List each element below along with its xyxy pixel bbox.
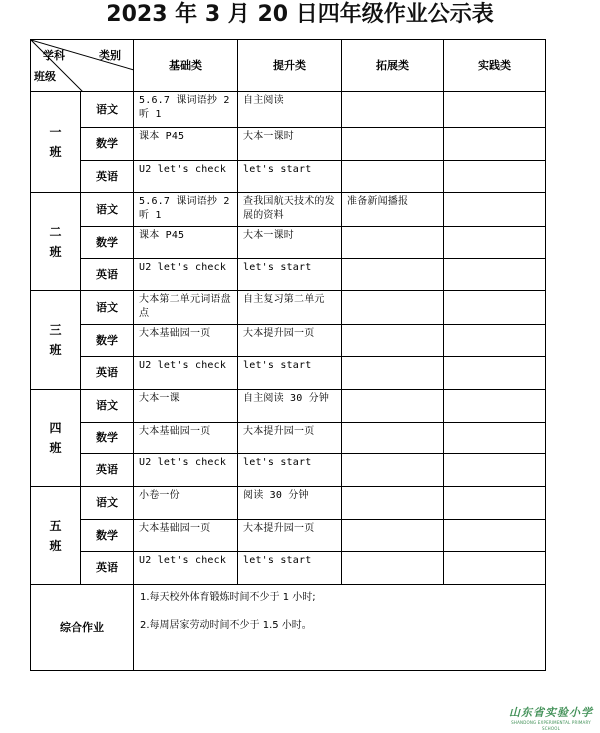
homework-cell-practice [444, 454, 546, 487]
subject-cell: 数学 [81, 520, 134, 552]
homework-cell-extend [342, 487, 444, 520]
class-header-label: 班级 [34, 70, 56, 83]
school-logo-subtitle: SHANDONG EXPERIMENTAL PRIMARY SCHOOL [511, 720, 591, 731]
subject-cell: 英语 [81, 161, 134, 193]
class-name-cell [31, 291, 81, 390]
subject-cell: 语文 [81, 193, 134, 227]
homework-cell-basic: U2 let's check [134, 259, 238, 291]
table-row [31, 423, 546, 454]
summary-row [31, 585, 546, 671]
homework-cell-practice [444, 423, 546, 454]
homework-cell-extend [342, 325, 444, 357]
table-row [31, 259, 546, 291]
homework-cell-improve: 自主复习第二单元 [238, 291, 342, 325]
homework-cell-practice [444, 487, 546, 520]
column-header-practice: 实践类 [444, 40, 546, 92]
class-name-char: 一 [49, 125, 62, 139]
homework-cell-improve: 大本提升园一页 [238, 423, 342, 454]
category-header-label: 类别 [99, 49, 121, 62]
table-row [31, 193, 546, 227]
subject-cell: 英语 [81, 259, 134, 291]
class-name-char: 三 [49, 323, 62, 337]
table-row [31, 520, 546, 552]
homework-cell-extend [342, 92, 444, 128]
class-name-char: 五 [49, 518, 62, 533]
class-name-char: 班 [49, 538, 62, 553]
homework-cell-practice [444, 92, 546, 128]
subject-cell: 语文 [81, 291, 134, 325]
homework-cell-basic: 大本基础园一页 [134, 325, 238, 357]
homework-cell-improve: 自主阅读 [238, 92, 342, 128]
school-logo-name: 山东省实验小学 [509, 706, 593, 719]
class-name-cell [31, 193, 81, 291]
homework-cell-practice [444, 291, 546, 325]
class-name-char: 四 [49, 421, 62, 435]
class-name-char: 班 [49, 145, 62, 159]
subject-cell: 语文 [81, 92, 134, 128]
table-row [31, 390, 546, 423]
subject-cell: 英语 [81, 454, 134, 487]
homework-cell-basic: U2 let's check [134, 161, 238, 193]
homework-cell-extend [342, 259, 444, 291]
homework-cell-improve: 大本一课时 [238, 227, 342, 259]
homework-cell-extend [342, 520, 444, 552]
class-name-char: 班 [49, 343, 62, 357]
homework-cell-improve: 大本一课时 [238, 128, 342, 161]
table-row [31, 454, 546, 487]
summary-label: 综合作业 [31, 585, 134, 671]
homework-cell-basic: 5.6.7 课词语抄 2 听 1 [134, 193, 238, 227]
page-title: 2023 年 3 月 20 日四年级作业公示表 [106, 2, 494, 27]
class-name-cell [31, 487, 81, 585]
subject-cell: 英语 [81, 357, 134, 390]
homework-cell-improve: let's start [238, 454, 342, 487]
homework-cell-basic: 大本一课 [134, 390, 238, 423]
homework-cell-improve: 阅读 30 分钟 [238, 487, 342, 520]
homework-cell-basic: 5.6.7 课词语抄 2 听 1 [134, 92, 238, 128]
homework-cell-improve: 大本提升园一页 [238, 325, 342, 357]
diagonal-lines [31, 40, 134, 92]
class-rows [31, 92, 546, 585]
homework-cell-basic: 大本第二单元词语盘点 [134, 291, 238, 325]
homework-cell-practice [444, 325, 546, 357]
homework-cell-basic: 课本 P45 [134, 227, 238, 259]
table-row [31, 552, 546, 585]
subject-cell: 数学 [81, 128, 134, 161]
homework-cell-practice [444, 552, 546, 585]
homework-cell-extend [342, 423, 444, 454]
table-row [31, 357, 546, 390]
summary-section [31, 585, 546, 671]
homework-cell-basic: 小卷一份 [134, 487, 238, 520]
homework-cell-improve: let's start [238, 259, 342, 291]
subject-cell: 语文 [81, 390, 134, 423]
subject-cell: 数学 [81, 325, 134, 357]
table-row [31, 291, 546, 325]
homework-cell-extend [342, 552, 444, 585]
subject-cell: 英语 [81, 552, 134, 585]
class-name-cell [31, 390, 81, 487]
homework-cell-practice [444, 259, 546, 291]
table-row [31, 92, 546, 128]
class-name-char: 班 [49, 441, 62, 455]
homework-cell-extend: 准备新闻播报 [342, 193, 444, 227]
homework-cell-improve: let's start [238, 161, 342, 193]
column-header-extend: 拓展类 [342, 40, 444, 92]
homework-cell-basic: 大本基础园一页 [134, 423, 238, 454]
column-header-improve: 提升类 [238, 40, 342, 92]
homework-cell-improve: 查我国航天技术的发展的资料 [238, 193, 342, 227]
homework-cell-practice [444, 390, 546, 423]
header-diagonal-cell [31, 40, 134, 92]
homework-cell-improve: let's start [238, 552, 342, 585]
table-row [31, 227, 546, 259]
header-row [31, 40, 546, 92]
homework-cell-practice [444, 520, 546, 552]
table-row [31, 325, 546, 357]
homework-cell-basic: U2 let's check [134, 454, 238, 487]
summary-item: 2.每周居家劳动时间不少于 1.5 小时。 [140, 620, 312, 631]
summary-content [134, 585, 546, 671]
homework-cell-improve: 自主阅读 30 分钟 [238, 390, 342, 423]
column-header-basic: 基础类 [134, 40, 238, 92]
table-row [31, 487, 546, 520]
homework-cell-basic: 大本基础园一页 [134, 520, 238, 552]
homework-cell-extend [342, 227, 444, 259]
homework-cell-improve: 大本提升园一页 [238, 520, 342, 552]
table-body [31, 40, 546, 92]
homework-cell-extend [342, 357, 444, 390]
homework-cell-improve: let's start [238, 357, 342, 390]
homework-cell-basic: U2 let's check [134, 552, 238, 585]
school-logo [504, 706, 598, 730]
homework-cell-basic: 课本 P45 [134, 128, 238, 161]
homework-cell-practice [444, 128, 546, 161]
subject-cell: 数学 [81, 423, 134, 454]
homework-cell-practice [444, 193, 546, 227]
table-row [31, 128, 546, 161]
homework-cell-basic: U2 let's check [134, 357, 238, 390]
class-name-char: 班 [49, 244, 62, 259]
class-name-char: 二 [49, 224, 62, 239]
homework-cell-practice [444, 161, 546, 193]
subject-cell: 语文 [81, 487, 134, 520]
homework-cell-extend [342, 291, 444, 325]
homework-cell-practice [444, 357, 546, 390]
homework-cell-extend [342, 128, 444, 161]
subject-header-label: 学科 [43, 49, 65, 62]
homework-cell-extend [342, 161, 444, 193]
table-row [31, 161, 546, 193]
homework-cell-practice [444, 227, 546, 259]
subject-cell: 数学 [81, 227, 134, 259]
homework-cell-extend [342, 454, 444, 487]
summary-item: 1.每天校外体育锻炼时间不少于 1 小时; [140, 592, 316, 603]
homework-cell-extend [342, 390, 444, 423]
homework-table [30, 39, 546, 671]
class-name-cell [31, 92, 81, 193]
